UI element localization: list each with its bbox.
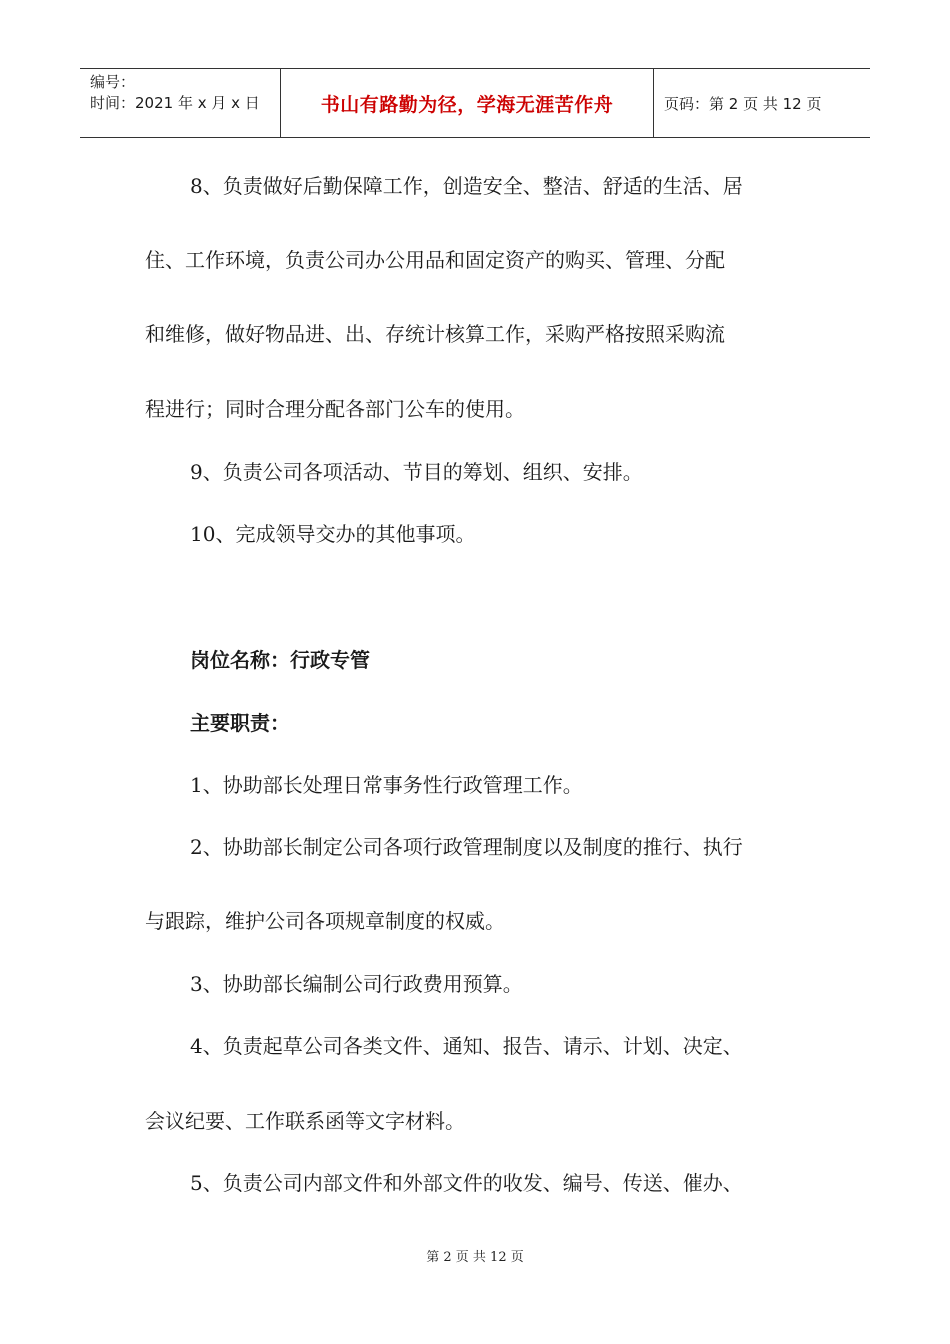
paragraph-line: 5、负责公司内部文件和外部文件的收发、编号、传送、催办、 bbox=[190, 1171, 743, 1195]
paragraph-line: 程进行；同时合理分配各部门公车的使用。 bbox=[145, 397, 525, 421]
paragraph-line: 9、负责公司各项活动、节目的筹划、组织、安排。 bbox=[190, 460, 643, 484]
paragraph-line: 10、完成领导交办的其他事项。 bbox=[190, 522, 476, 546]
header-motto: 书山有路勤为径，学海无涯苦作舟 bbox=[320, 93, 614, 116]
header-motto-cell bbox=[281, 69, 654, 137]
header-page-label: 页码：第 2 页 共 12 页 bbox=[664, 94, 822, 113]
paragraph-line: 住、工作环境，负责公司办公用品和固定资产的购买、管理、分配 bbox=[145, 248, 725, 272]
paragraph-line: 和维修，做好物品进、出、存统计核算工作，采购严格按照采购流 bbox=[145, 322, 725, 346]
header-page-cell bbox=[654, 69, 870, 137]
duties-heading: 主要职责： bbox=[190, 711, 290, 735]
paragraph-line: 8、负责做好后勤保障工作，创造安全、整洁、舒适的生活、居 bbox=[190, 174, 743, 198]
paragraph-line: 4、负责起草公司各类文件、通知、报告、请示、计划、决定、 bbox=[190, 1034, 743, 1058]
paragraph-line: 会议纪要、工作联系函等文字材料。 bbox=[145, 1109, 465, 1133]
header-number-label: 编号： bbox=[90, 73, 136, 91]
page-footer: 第 2 页 共 12 页 bbox=[426, 1250, 524, 1265]
header-meta-cell bbox=[80, 69, 281, 137]
header-time-label: 时间：2021 年 x 月 x 日 bbox=[90, 94, 260, 112]
paragraph-line: 3、协助部长编制公司行政费用预算。 bbox=[190, 972, 523, 996]
paragraph-line: 1、协助部长处理日常事务性行政管理工作。 bbox=[190, 773, 583, 797]
paragraph-line: 2、协助部长制定公司各项行政管理制度以及制度的推行、执行 bbox=[190, 835, 743, 859]
post-title-heading: 岗位名称：行政专管 bbox=[190, 648, 370, 672]
page-header-table bbox=[80, 68, 870, 138]
paragraph-line: 与跟踪，维护公司各项规章制度的权威。 bbox=[145, 909, 505, 933]
